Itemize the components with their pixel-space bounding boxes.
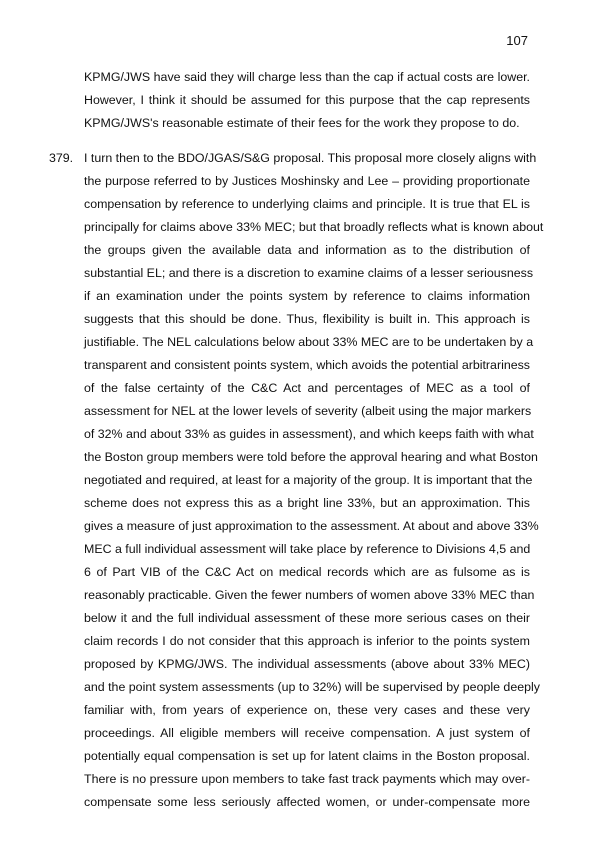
text-line: potentially equal compensation is set up for latent claims in the Boston proposal. — [84, 749, 530, 763]
text-line: There is no pressure upon members to take fast track payments which may over- — [84, 772, 530, 786]
text-line: and the point system assessments (up to 32%) will be supervised by people deeply — [84, 680, 540, 694]
text-line: if an examination under the points system by reference to claims information — [84, 289, 530, 303]
text-line: principally for claims above 33% MEC; but that broadly reflects what is known about — [84, 220, 544, 234]
text-line: I turn then to the BDO/JGAS/S&G proposal. This proposal more closely aligns with — [84, 151, 537, 165]
text-line: justifiable. The NEL calculations below about 33% MEC are to be undertaken by a — [84, 335, 534, 349]
text-line: However, I think it should be assumed for this purpose that the cap represents — [84, 93, 530, 107]
paragraph-2 — [84, 147, 544, 814]
text-line: reasonably practicable. Given the fewer numbers of women above 33% MEC than — [84, 588, 535, 602]
text-line: the Boston group members were told before the approval hearing and what Boston — [84, 450, 538, 464]
text-line: scheme does not express this as a bright line 33%, but an approximation. This — [84, 496, 530, 510]
text-line: proposed by KPMG/JWS. The individual assessments (above about 33% MEC) — [84, 657, 530, 671]
text-line: the groups given the available data and information as to the distribution of — [84, 243, 530, 257]
text-line: suggests that this should be done. Thus, flexibility is built in. This approach is — [84, 312, 530, 326]
text-line: negotiated and required, at least for a majority of the group. It is important that the — [84, 473, 533, 487]
text-line: 6 of Part VIB of the C&C Act on medical records which are as fulsome as is — [84, 565, 530, 579]
text-line: transparent and consistent points system, which avoids the potential arbitrariness — [84, 358, 530, 372]
text-line: of the false certainty of the C&C Act and percentages of MEC as a tool of — [84, 381, 530, 395]
text-line: KPMG/JWS have said they will charge less than the cap if actual costs are lower. — [84, 70, 530, 84]
text-line: of 32% and about 33% as guides in assessment), and which keeps faith with what — [84, 427, 534, 441]
text-line: proceedings. All eligible members will receive compensation. A just system of — [84, 726, 530, 740]
paragraph-number: 379. — [49, 151, 74, 165]
text-line: compensate some less seriously affected women, or under-compensate more — [84, 795, 530, 809]
paragraph-1 — [84, 66, 530, 135]
text-line: substantial EL; and there is a discretion to examine claims of a lesser seriousness — [84, 266, 534, 280]
page-number: 107 — [506, 33, 528, 48]
text-line: gives a measure of just approximation to the assessment. At about and above 33% — [84, 519, 539, 533]
text-line: claim records I do not consider that this approach is inferior to the points system — [84, 634, 530, 648]
text-line: familiar with, from years of experience on, these very cases and these very — [84, 703, 530, 717]
text-line: KPMG/JWS's reasonable estimate of their fees for the work they propose to do. — [84, 116, 520, 130]
text-line: MEC a full individual assessment will take place by reference to Divisions 4,5 and — [84, 542, 531, 556]
text-line: the purpose referred to by Justices Moshinsky and Lee – providing proportionate — [84, 174, 530, 188]
text-line: below it and the full individual assessment of these more serious cases on their — [84, 611, 530, 625]
text-line: assessment for NEL at the lower levels of severity (albeit using the major markers — [84, 404, 532, 418]
text-line: compensation by reference to underlying claims and principle. It is true that EL is — [84, 197, 530, 211]
